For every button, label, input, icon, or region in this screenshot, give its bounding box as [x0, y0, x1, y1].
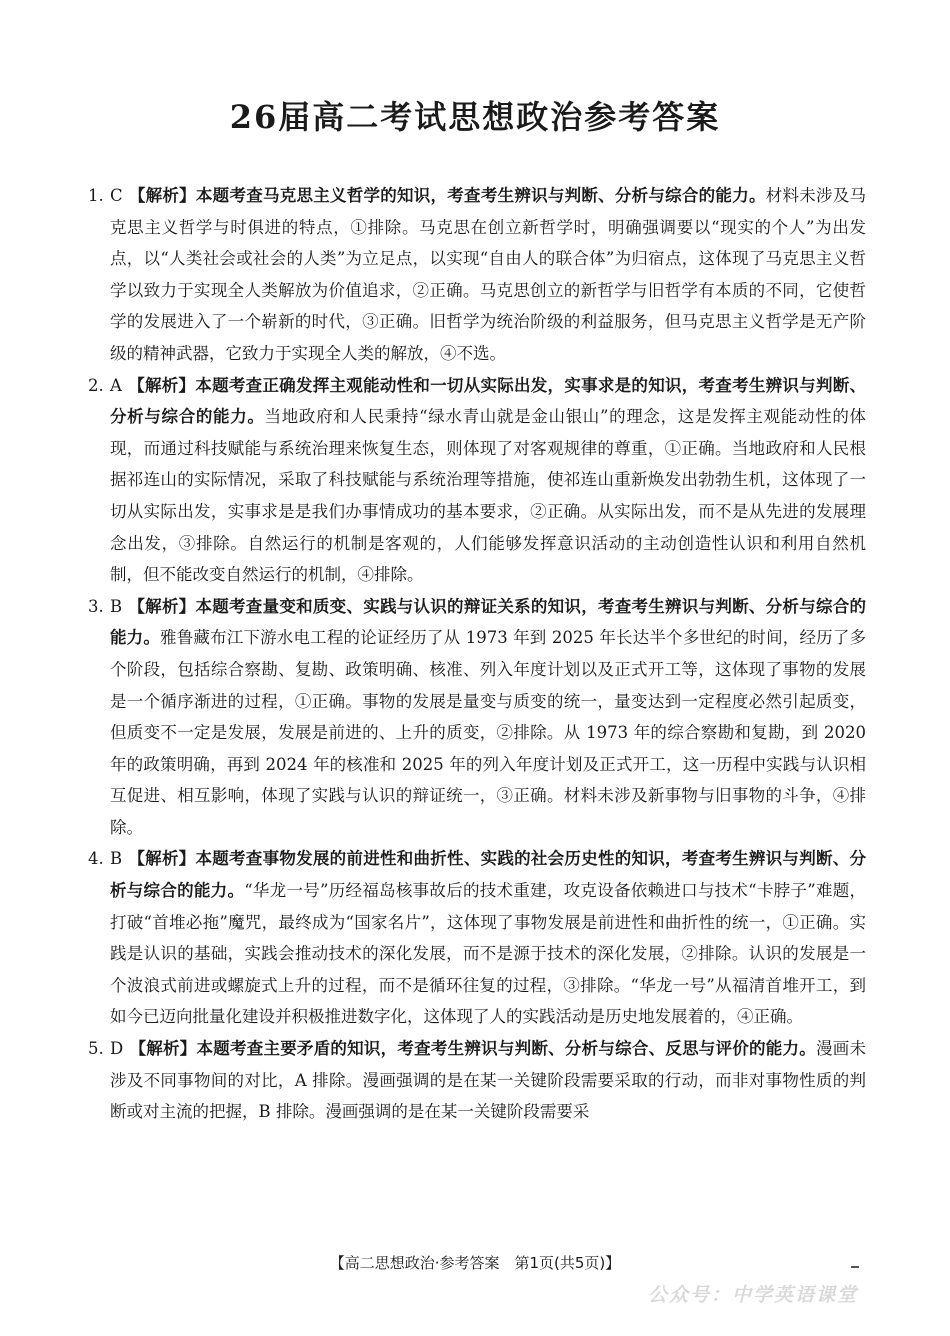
corner-mark	[851, 1266, 859, 1268]
analysis-text: “华龙一号”历经福岛核事故后的技术重建，攻克设备依赖进口与技术“卡脖子”难题，打破“首堆必拖”魔咒，最终成为“国家名片”，这体现了事物发展是前进性和曲折性的统一，①正确。实践是认识的基础，实践会推动技术的深化发展，而不是源于技术的深化发展，②排除。认识的发展是一个波浪式前进或螺旋式上升的过程，而不是循环往复的过程，③排除。“华龙一号”从福清首堆开工，到如今已迈向批量化建设并积极推进数字化，这体现了人的实践活动是历史地发展着的，④正确。	[110, 881, 866, 1027]
analysis-summary: 本题考查马克思主义哲学的知识，考查考生辨识与判断、分析与综合的能力。	[195, 186, 766, 205]
question-item	[88, 180, 866, 370]
analysis-summary: 本题考查事物发展的前进性和曲折性、实践的社会历史性的知识，考查考生辨识与判断、分析与综合的能力。	[110, 849, 867, 901]
question-item	[88, 370, 866, 591]
analysis-text: 雅鲁藏布江下游水电工程的论证经历了从 1973 年到 2025 年长达半个多世纪的时间，经历了多个阶段，包括综合察勘、复勘、政策明确、核准、列入年度计划以及正式开工等，这体现了事物的发展是一个循序渐进的过程，①正确。事物的发展是量变与质变的统一，量变达到一定程度必然引起质变，但质变不一定是发展，发展是前进的、上升的质变，②排除。从 1973 年的综合察勘和复勘，到 2020 年的政策明确，再到 2024 年的核准和 2025 年的列入年度计划及正式开工，这一历程中实践与认识相互促进、相互影响，体现了实践与认识的辩证统一，③正确。材料未涉及新事物与旧事物的斗争，④排除。	[110, 628, 867, 837]
question-number: 4.	[88, 849, 104, 869]
question-number: 1.	[88, 186, 104, 205]
page-footer: 【高二思想政治·参考答案 第1页(共5页)】	[329, 1254, 621, 1272]
question-number: 2.	[88, 375, 104, 395]
question-number: 3.	[88, 596, 104, 616]
analysis-text: 漫画未涉及不同事物间的对比，A 排除。漫画强调的是在某一关键阶段需要采取的行动，而非对事物性质的判断或对主流的把握，B 排除。漫画强调的是在某一关键阶段需要采	[110, 1039, 867, 1122]
analysis-summary: 本题考查主要矛盾的知识，考查考生辨识与判断、分析与综合、反思与评价的能力。	[196, 1039, 817, 1059]
answer-letter: C	[110, 186, 123, 205]
question-item	[88, 1033, 866, 1128]
analysis-tag: 【解析】	[129, 1039, 197, 1059]
analysis-tag: 【解析】	[128, 849, 196, 869]
question-body	[110, 843, 866, 1033]
analysis-summary: 本题考查量变和质变、实践与认识的辩证关系的知识，考查考生辨识与判断、分析与综合的能力。	[110, 596, 867, 648]
answer-letter: B	[110, 596, 123, 616]
answer-letter: D	[110, 1039, 124, 1059]
question-body	[110, 180, 866, 370]
page-title: 26届高二考试思想政治参考答案	[229, 98, 721, 136]
question-item	[88, 843, 866, 1033]
analysis-tag: 【解析】	[127, 375, 196, 395]
answer-list	[88, 180, 866, 1128]
question-body	[110, 1033, 866, 1128]
answer-letter: B	[110, 849, 123, 869]
question-number: 5.	[88, 1039, 104, 1059]
question-item	[88, 591, 866, 844]
analysis-text: 材料未涉及马克思主义哲学与时俱进的特点，①排除。马克思在创立新哲学时，明确强调要以“现实的个人”为出发点，以“人类社会或社会的人类”为立足点，以实现“自由人的联合体”为归宿点，这体现了马克思主义哲学以致力于实现全人类解放为价值追求，②正确。马克思创立的新哲学与旧哲学有本质的不同，它使哲学的发展进入了一个崭新的时代，③正确。旧哲学为统治阶级的利益服务，但马克思主义哲学是无产阶级的精神武器，它致力于实现全人类的解放，④不选。	[110, 186, 867, 363]
analysis-tag: 【解析】	[128, 186, 196, 205]
answer-letter: A	[110, 375, 122, 395]
watermark: 公众号：中学英语课堂	[647, 1284, 858, 1306]
analysis-summary: 本题考查正确发挥主观能动性和一切从实际出发，实事求是的知识，考查考生辨识与判断、分析与综合的能力。	[110, 375, 867, 427]
analysis-text: 当地政府和人民秉持“绿水青山就是金山银山”的理念，这是发挥主观能动性的体现，而通过科技赋能与系统治理来恢复生态，则体现了对客观规律的尊重，①正确。当地政府和人民根据祁连山的实际情况，采取了科技赋能与系统治理等措施，使祁连山重新焕发出勃勃生机，这体现了一切从实际出发，实事求是是我们办事情成功的基本要求，②正确。从实际出发，而不是从先进的发展理念出发，③排除。自然运行的机制是客观的，人们能够发挥意识活动的主动创造性认识和利用自然机制，但不能改变自然运行的机制，④排除。	[110, 407, 866, 585]
question-body	[110, 370, 866, 591]
analysis-tag: 【解析】	[128, 596, 196, 616]
question-body	[110, 591, 866, 844]
